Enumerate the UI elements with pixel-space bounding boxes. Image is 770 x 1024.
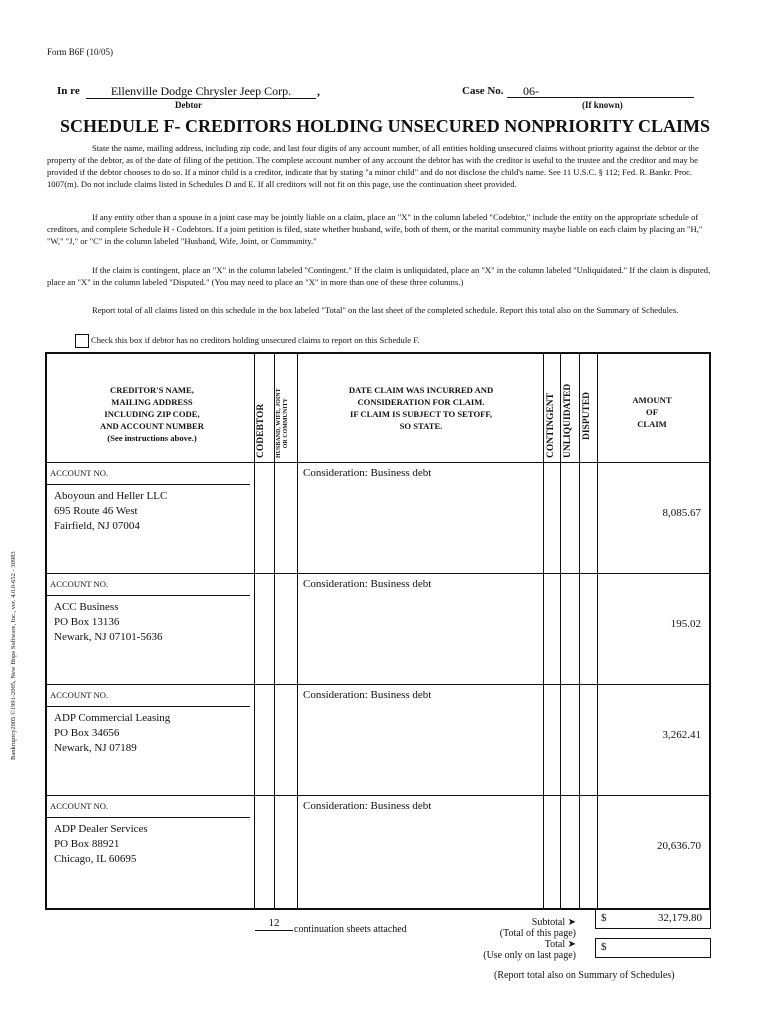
header-creditor-line: AND ACCOUNT NUMBER <box>100 421 204 431</box>
if-known-label: (If known) <box>582 100 623 110</box>
software-side-note-text: Bankruptcy2005 ©1991-2005, New Hope Software, Inc., ver. 4.0.0-652 - 30983 <box>10 551 17 760</box>
header-hwjc-text <box>276 388 290 458</box>
consideration: Consideration: Business debt <box>303 800 432 812</box>
total-sub-label: (Use only on last page) <box>483 950 576 961</box>
table-row <box>47 796 709 908</box>
header-creditor-line: CREDITOR'S NAME, <box>110 385 194 395</box>
debtor-comma: , <box>317 84 320 98</box>
claim-amount: 3,262.41 <box>662 729 701 741</box>
table-row <box>47 574 709 685</box>
header-date-line: IF CLAIM IS SUBJECT TO SETOFF, <box>349 409 492 419</box>
total-box[interactable] <box>595 938 711 958</box>
arrow-right-icon: ➤ <box>567 917 576 928</box>
account-separator <box>47 706 250 707</box>
header-hwjc-line: OR COMMUNITY <box>283 398 289 449</box>
page-title: SCHEDULE F- CREDITORS HOLDING UNSECURED NONPRIORITY CLAIMS <box>59 116 711 136</box>
total-label: Total <box>544 939 566 950</box>
dollar-sign: $ <box>601 941 607 953</box>
header-hwjc-line: HUSBAND, WIFE, JOINT <box>276 388 282 458</box>
software-side-note <box>10 520 24 760</box>
table-row <box>47 463 709 574</box>
subtotal-box[interactable] <box>595 910 711 929</box>
creditor-name: ADP Commercial Leasing <box>54 712 171 724</box>
creditor-address <box>54 489 167 534</box>
header-creditor-line: (See instructions above.) <box>107 433 197 443</box>
subtotal-sub-label: (Total of this page) <box>499 928 576 939</box>
header-creditor-line: INCLUDING ZIP CODE, <box>104 409 200 419</box>
header-date-claim <box>301 384 541 432</box>
creditor-addr1: PO Box 13136 <box>54 616 120 628</box>
creditor-addr1: PO Box 88921 <box>54 838 120 850</box>
continuation-count[interactable]: 12 <box>255 917 293 931</box>
subtotal-label: Subtotal <box>531 917 566 928</box>
creditor-addr1: 695 Route 46 West <box>54 505 138 517</box>
header-creditor <box>47 384 257 444</box>
no-creditors-checkbox-label: Check this box if debtor has no creditors holding unsecured claims to report on this Schedule F. <box>91 335 420 345</box>
consideration: Consideration: Business debt <box>303 467 432 479</box>
creditor-name: ACC Business <box>54 601 119 613</box>
creditor-name: Aboyoun and Heller LLC <box>54 490 168 502</box>
dollar-sign: $ <box>601 912 607 924</box>
in-re-label: In re <box>57 85 80 97</box>
creditor-addr2: Newark, NJ 07101-5636 <box>54 631 163 643</box>
header-date-line: SO STATE. <box>399 421 443 431</box>
header-date-line: DATE CLAIM WAS INCURRED AND <box>348 385 494 395</box>
arrow-right-icon: ➤ <box>567 939 576 950</box>
form-id: Form B6F (10/05) <box>47 47 114 57</box>
creditor-address <box>54 822 148 867</box>
instruction-paragraph: If any entity other than a spouse in a joint case may be jointly liable on a claim, place an "X" in the column labeled "Codebtor," include the entity on the appropriate schedule of creditors, and complete Schedule H - Codebtors. If a joint petition is filed, state whether husband, wife, both of them, or the marital community maybe liable on each claim by placing an "H," "W," "J," or "C" in the column labeled "Husband, Wife, Joint, or Community." <box>47 212 703 246</box>
continuation-text: continuation sheets attached <box>294 924 407 935</box>
account-no-label: ACCOUNT NO. <box>50 579 109 589</box>
creditor-addr1: PO Box 34656 <box>54 727 120 739</box>
instruction-paragraph: If the claim is contingent, place an "X" in the column labeled "Contingent." If the claim is unliquidated, place an "X" in the column labeled "Unliquidated." If the claim is disputed, place an "X" in the column labeled "Disputed." (You may need to place an "X" in more than one of these three columns.) <box>47 265 711 287</box>
creditors-table <box>45 352 711 910</box>
account-no-label: ACCOUNT NO. <box>50 690 109 700</box>
account-separator <box>47 595 250 596</box>
header-disputed-text: DISPUTED <box>582 391 592 440</box>
consideration: Consideration: Business debt <box>303 578 432 590</box>
no-creditors-checkbox[interactable] <box>75 334 89 348</box>
report-note: (Report total also on Summary of Schedules) <box>494 970 675 981</box>
case-no-label: Case No. <box>462 85 504 97</box>
header-date-line: CONSIDERATION FOR CLAIM. <box>357 397 485 407</box>
subtotal-value: 32,179.80 <box>658 912 702 924</box>
subtotal-label-block <box>450 917 576 961</box>
account-no-label: ACCOUNT NO. <box>50 801 109 811</box>
creditor-addr2: Chicago, IL 60695 <box>54 853 137 865</box>
header-contingent-text: CONTINGENT <box>546 393 556 458</box>
creditor-addr2: Fairfield, NJ 07004 <box>54 520 140 532</box>
instruction-paragraph: State the name, mailing address, including zip code, and last four digits of any account number, of all entities holding unsecured claims without priority against the debtor or the property of the debtor, as of the date of filing of the petition. The complete account number of any account the debtor has with the creditor is useful to the trustee and the creditor and may be provided if the debtor chooses to do so. If a minor child is a creditor, indicate that by stating "a minor child" and do not disclose the child's name. See 11 U.S.C. § 112; Fed. R. Bankr. Proc. 1007(m). Do not include claims listed in Schedules D and E. If all creditors will not fit on this page, use the continuation sheet provided. <box>47 143 699 189</box>
header-amount-line: CLAIM <box>637 419 667 429</box>
claim-amount: 8,085.67 <box>662 507 701 519</box>
debtor-name-field[interactable]: Ellenville Dodge Chrysler Jeep Corp. <box>86 84 316 99</box>
consideration: Consideration: Business debt <box>303 689 432 701</box>
account-separator <box>47 817 250 818</box>
claim-amount: 195.02 <box>670 618 701 630</box>
creditor-addr2: Newark, NJ 07189 <box>54 742 137 754</box>
header-unliquidated-text: UNLIQUIDATED <box>563 383 573 458</box>
creditor-name: ADP Dealer Services <box>54 823 148 835</box>
claim-amount: 20,636.70 <box>657 840 701 852</box>
case-no-field[interactable]: 06- <box>507 84 694 98</box>
debtor-label: Debtor <box>175 100 202 110</box>
header-amount-line: AMOUNT <box>632 395 672 405</box>
account-no-label: ACCOUNT NO. <box>50 468 109 478</box>
instruction-paragraph: Report total of all claims listed on this schedule in the box labeled "Total" on the last sheet of the completed schedule. Report this total also on the Summary of Schedules. <box>92 305 679 315</box>
header-amount-line: OF <box>646 407 658 417</box>
creditor-address <box>54 600 162 645</box>
account-separator <box>47 484 250 485</box>
header-codebtor-text: CODEBTOR <box>256 403 266 458</box>
table-row <box>47 685 709 796</box>
header-amount <box>595 394 709 430</box>
header-creditor-line: MAILING ADDRESS <box>111 397 193 407</box>
creditor-address <box>54 711 170 756</box>
